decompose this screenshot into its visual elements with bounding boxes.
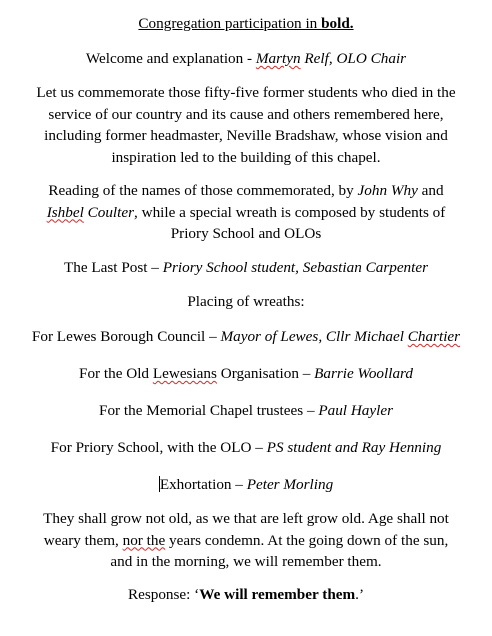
- last-post-performer: Priory School student, Sebastian Carpenter: [162, 259, 429, 276]
- commemoration-paragraph: [6, 82, 486, 168]
- reading-line-2: Ishbel Coulter, while a special wreath is composed by students of: [46, 203, 446, 221]
- wreath-item-old-lewesians: For the Old Lewesians Organisation – Barrie Woollard: [79, 365, 413, 382]
- welcome-text: Welcome and explanation -: [85, 50, 256, 67]
- title-prefix: Congregation participation in: [138, 15, 322, 32]
- wreath-item-chapel-trustees: For the Memorial Chapel trustees – Paul Hayler: [99, 402, 393, 419]
- welcome-line: [0, 48, 492, 69]
- wreath-item-lewes-council: For Lewes Borough Council – Mayor of Lewes, Cllr Michael Chartier: [31, 328, 461, 345]
- welcome-name: Martyn: [255, 50, 301, 67]
- title-bold: bold.: [321, 15, 354, 32]
- commemoration-line-2: service of our country and its cause and others remembered here,: [48, 105, 444, 123]
- commemoration-line-3: including former headmaster, Neville Bradshaw, whose vision and: [44, 127, 448, 144]
- verse-line-1: They shall grow not old, as we that are left grow old. Age shall not: [43, 510, 449, 527]
- verse-paragraph: [6, 508, 486, 573]
- exhortation-line: Exhortation – Peter Morling: [159, 476, 334, 493]
- commemoration-line-4: inspiration led to the building of this chapel.: [111, 148, 381, 166]
- reading-line-1: Reading of the names of those commemorated, by John Why and: [48, 182, 444, 199]
- reading-line-3: Priory School and OLOs: [170, 225, 322, 242]
- wreath-item-priory-school: For Priory School, with the OLO – PS student and Ray Henning: [50, 439, 442, 456]
- page-title: [0, 13, 492, 34]
- last-post-line: The Last Post – Priory School student, Sebastian Carpenter: [63, 259, 429, 276]
- placing-wreaths-heading: Placing of wreaths:: [187, 293, 305, 310]
- response-bold: We will remember them: [199, 586, 356, 603]
- verse-line-2: weary them, nor the years condemn. At the going down of the sun,: [43, 531, 449, 549]
- reader-name-2-first: Ishbel: [46, 203, 84, 221]
- reading-paragraph: [6, 180, 486, 245]
- verse-line-3: and in the morning, we will remember them.: [110, 553, 382, 570]
- reader-name-1: John Why: [357, 182, 418, 199]
- exhortation-speaker: Peter Morling: [246, 476, 334, 493]
- commemoration-line-1: Let us commemorate those fifty-five former students who died in the: [36, 84, 456, 101]
- response-line: Response: ‘We will remember them.’: [127, 586, 365, 603]
- reader-name-2-last: Coulter: [83, 203, 135, 221]
- welcome-rest: Relf, OLO Chair: [300, 50, 407, 67]
